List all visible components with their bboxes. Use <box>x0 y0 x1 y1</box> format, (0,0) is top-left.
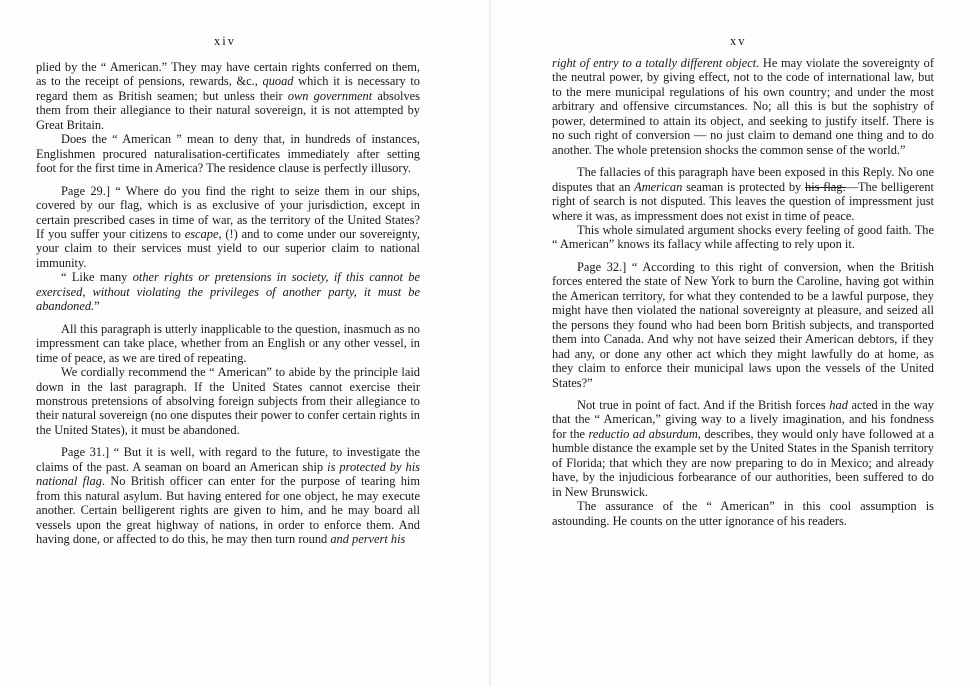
right-page <box>490 0 980 686</box>
quoted-paragraph: Page 29.] “ Where do you find the right to seize them in our ships, covered by our flag, which is as exclusive of your jurisdiction, except in certain prescribed cases in time of war, as the territory of the United States? If you suffer your citizens to escape, (!) and to come under our sovereignty, your claim to their services must yield to our superior claim to national immunity. <box>36 183 420 270</box>
quoted-paragraph: Page 32.] “ According to this right of conversion, when the British forces entered the state of New York to burn the Caroline, having got within the American territory, for what they contended to be a lawful purpose, they might have then violated the national sovereignty at pleasure, and seized all the persons they found who had been born British subjects, and transported them into Canada. And why not have seized their American debtors, if they had any, or done any other act which they might lawfully do at home, as they claim to enforce their municipal laws upon the vessels of the United States?” <box>552 259 934 390</box>
paragraph: We cordially recommend the “ American” to abide by the principle laid down in the last paragraph. If the United States cannot exercise their monstrous pretensions of absolving foreign subjects from their allegiance to their natural sovereign (no one disputes their power to confer certain rights in the United States), it must be abandoned. <box>36 365 420 437</box>
page-number-left: xiv <box>214 34 236 48</box>
paragraph: All this paragraph is utterly inapplicable to the question, inasmuch as no impressment can take place, whether from an English or any other vessel, in time of peace, as we are tired of repeating. <box>36 321 420 365</box>
quoted-paragraph: “ Like many other rights or pretensions in society, if this cannot be exercised, without violating the privileges of another party, it must be abandoned.” <box>36 270 420 314</box>
paragraph: The assurance of the “ American” in this cool assumption is astounding. He counts on the utter ignorance of his readers. <box>552 499 934 528</box>
paragraph: This whole simulated argument shocks every feeling of good faith. The “ American” knows its fallacy while affecting to rely upon it. <box>552 222 934 252</box>
paragraph: The fallacies of this paragraph have been exposed in this Reply. No one disputes that an American seaman is protected by his flag.—The belligerent right of search is not disputed. This leaves the question of impressment just where it was, as impressment does not exist in time of peace. <box>552 165 934 223</box>
page-number-right: xv <box>730 34 747 48</box>
quoted-paragraph: right of entry to a totally different object. He may violate the sovereignty of the neutral power, by giving effect, not to the code of international law, but to the mere municipal regulations of his own country; and under the most arbitrary and offensive circumstances. No; all this is but the sophistry of power, determined to attain its object, and seeking to justify itself. There is no such right of conversion — no just claim to demand one thing and to do another. The whole pretension shocks the common sense of the world.” <box>552 56 934 157</box>
paragraph: plied by the “ American.” They may have certain rights conferred on them, as to the receipt of pensions, rewards, &c., quoad which it is necessary to regard them as British seamen; but unless their own government absolves them from their allegiance to their natural sovereign, it is not attempted by Great Britain. <box>36 60 420 132</box>
left-page-text <box>36 60 420 547</box>
right-page-text <box>552 56 934 528</box>
paragraph: Not true in point of fact. And if the British forces had acted in the way that the “ American,” giving way to a lively imagination, and his fondness for the reductio ad absurdum, describes, they would only have followed at a humble distance the example set by the United States in the Spanish territory of Florida; that which they are now preparing to do in Mexico; and already have, by the injudicious forbearance of our authorities, been suffered to do in New Brunswick. <box>552 397 935 499</box>
paragraph: Does the “ American ” mean to deny that, in hundreds of instances, Englishmen procured naturalisation-certificates immediately after setting foot for the first time in America? The residence clause is perfectly illusory. <box>36 132 420 176</box>
quoted-paragraph: Page 31.] “ But it is well, with regard to the future, to investigate the claims of the past. A seaman on board an American ship is protected by his national flag. No British officer can enter for the purpose of tearing him from this natural asylum. But having entered for one object, he may execute another. Certain belligerent rights are given to him, and he may board all vessels upon the great highway of nations, in order to enforce them. And having done, or affected to do this, he may then turn round and pervert his <box>36 445 420 547</box>
